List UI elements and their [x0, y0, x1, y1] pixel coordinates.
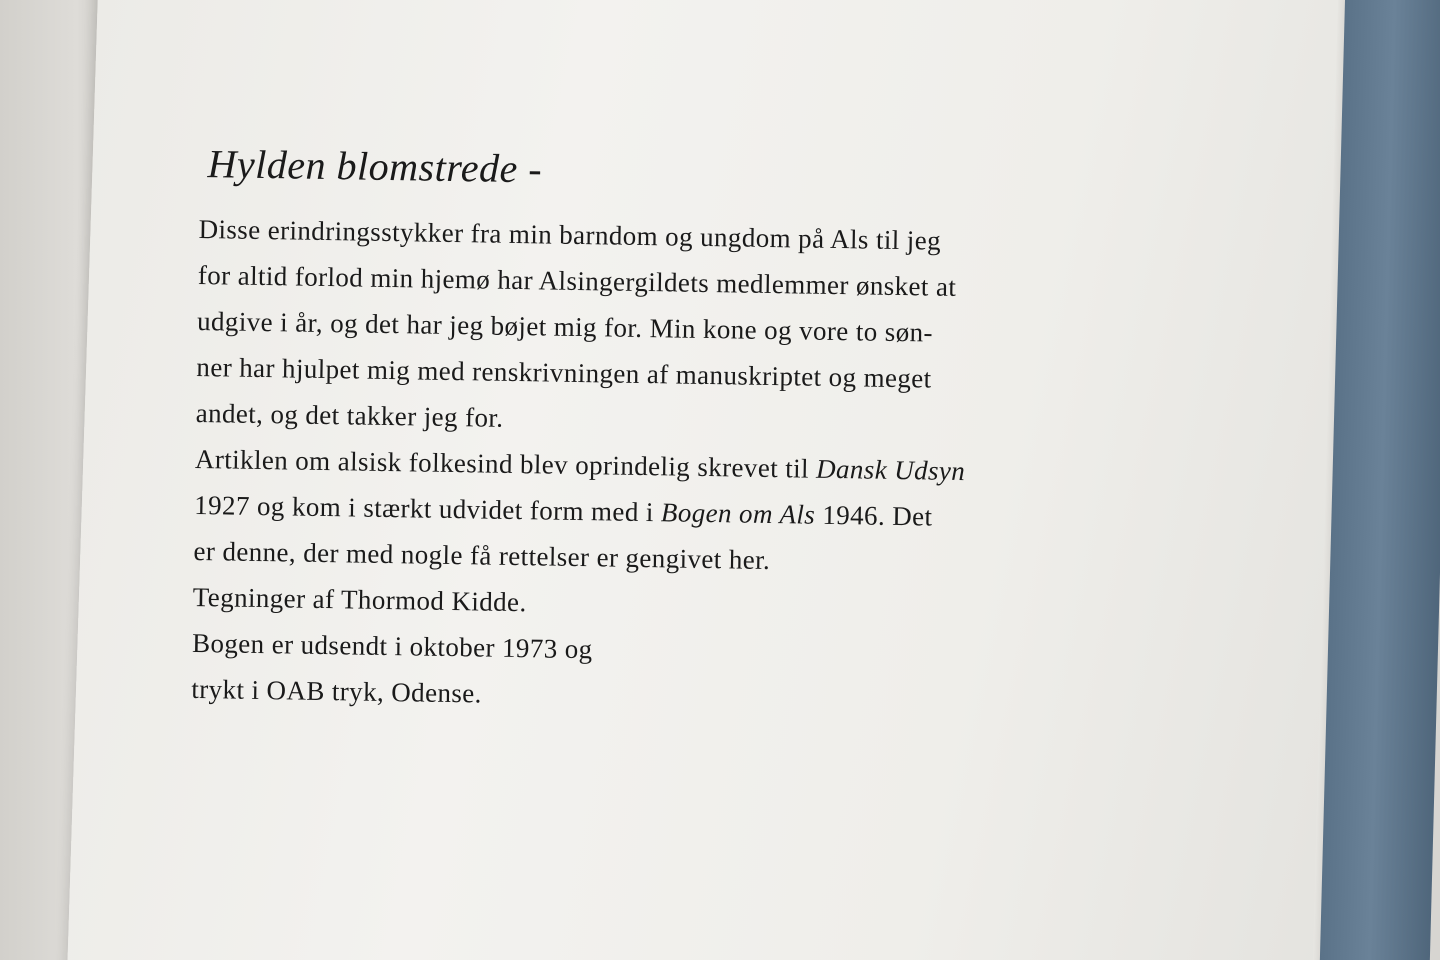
- text-line: Disse erindringsstykker fra min barndom og ungdom på Als til jeg: [198, 213, 942, 256]
- page-text: [191, 140, 1150, 727]
- page-title: Hylden blomstrede -: [207, 141, 543, 192]
- text-line: ner har hjulpet mig med renskrivningen af manuskriptet og meget: [196, 351, 932, 394]
- publication-info: [191, 620, 1142, 727]
- italic-title: Bogen om Als: [660, 497, 816, 530]
- italic-title: Dansk Udsyn: [815, 453, 966, 487]
- text-line: trykt i OAB tryk, Odense.: [191, 673, 483, 709]
- text-line: udgive i år, og det har jeg bøjet mig for. Min kone og vore to søn-: [196, 305, 934, 348]
- credits-line: Tegninger af Thormod Kidde.: [192, 581, 527, 618]
- text-run: Artiklen om alsisk folkesind blev oprindelig skrevet til: [194, 443, 817, 484]
- text-line: Bogen er udsendt i oktober 1973 og: [191, 627, 593, 665]
- text-line: er denne, der med nogle få rettelser er gengivet her.: [193, 535, 771, 576]
- article-paragraph: [193, 436, 1145, 589]
- text-line: for altid forlod min hjemø har Alsingergildets medlemmer ønsket at: [197, 259, 957, 302]
- text-line: andet, og det takker jeg for.: [195, 397, 504, 433]
- intro-paragraph: [195, 206, 1148, 451]
- text-run: 1946. Det: [814, 499, 933, 532]
- text-run: 1927 og kom i stærkt udvidet form med i: [194, 489, 662, 528]
